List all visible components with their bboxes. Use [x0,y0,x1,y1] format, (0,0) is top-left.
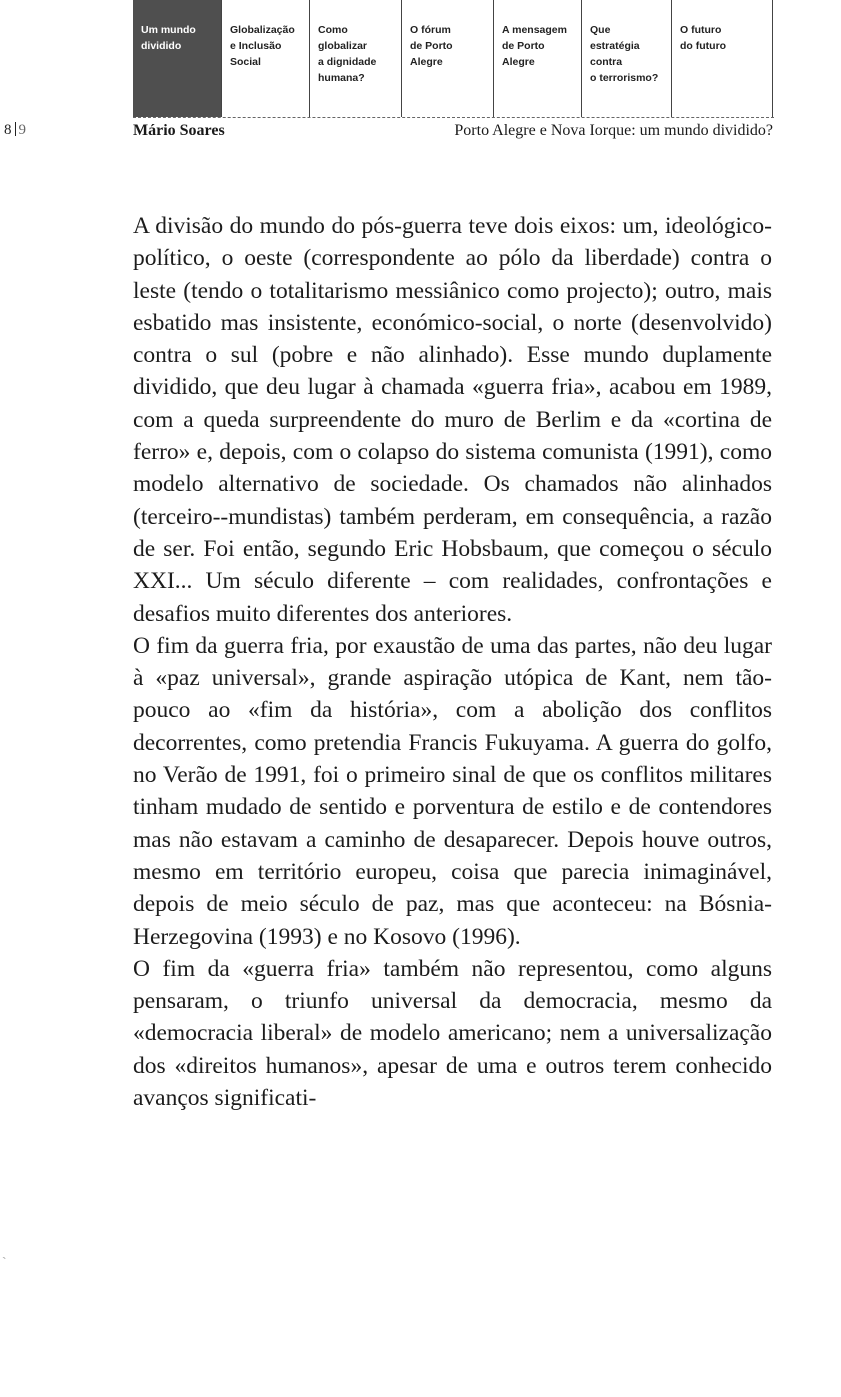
page-number [4,122,26,139]
folio-separator [15,122,16,136]
margin-mark: ` [2,1254,7,1270]
nav-item-um-mundo-dividido[interactable]: Um mundo dividido [133,0,221,117]
page-number-left: 8 [4,122,12,138]
author-name: Mário Soares [133,122,225,139]
article-body [133,210,772,1114]
page-number-right: 9 [18,122,26,138]
nav-item-globalizacao-inclusao-social[interactable]: Globalização e Inclusão Social [221,0,309,117]
nav-item-futuro-do-futuro[interactable]: O futuro do futuro [671,0,773,117]
header-divider [133,117,774,118]
chapter-navigation [133,0,773,117]
paragraph: O fim da guerra fria, por exaustão de uma das partes, não deu lugar à «paz universal», grande aspiração utópica de Kant, nem tão-pouco ao «fim da história», com a abolição dos conflitos decorrentes, como pretendia Francis Fukuyama. A guerra do golfo, no Verão de 1991, foi o primeiro sinal de que os conflitos militares tinham mudado de sentido e porventura de estilo e de contendores mas não estavam a caminho de desaparecer. Depois houve outros, mesmo em território europeu, coisa que parecia inimaginável, depois de meio século de paz, mas que aconteceu: na Bósnia-Herzegovina (1993) e no Kosovo (1996). [133,632,772,950]
running-title: Porto Alegre e Nova Iorque: um mundo dividido? [454,122,773,139]
nav-item-forum-porto-alegre[interactable]: O fórum de Porto Alegre [401,0,493,117]
nav-item-como-globalizar[interactable]: Como globalizar a dignidade humana? [309,0,401,117]
nav-item-mensagem-porto-alegre[interactable]: A mensagem de Porto Alegre [493,0,581,117]
nav-item-estrategia-terrorismo[interactable]: Que estratégia contra o terrorismo? [581,0,671,117]
paragraph: A divisão do mundo do pós-guerra teve dois eixos: um, ideológico-político, o oeste (correspondente ao pólo da liberdade) contra o leste (tendo o totalitarismo messiânico como projecto); outro, mais esbatido mas insistente, económico-social, o norte (desenvolvido) contra o sul (pobre e não alinhado). Esse mundo duplamente dividido, que deu lugar à chamada «guerra fria», acabou em 1989, com a queda surpreendente do muro de Berlim e da «cortina de ferro» e, depois, com o colapso do sistema comunista (1991), como modelo alternativo de sociedade. Os chamados não alinhados (terceiro-‑mundistas) também perderam, em consequência, a razão de ser. Foi então, segundo Eric Hobsbaum, que começou o século XXI... Um século diferente – com realidades, confrontações e desafios muito diferentes dos anteriores. [133,213,772,627]
paragraph: O fim da «guerra fria» também não representou, como alguns pensaram, o triunfo universal da democracia, mesmo da «democracia liberal» de modelo americano; nem a universalização dos «direitos humanos», apesar de uma e outros terem conhecido avanços significati- [133,955,772,1112]
